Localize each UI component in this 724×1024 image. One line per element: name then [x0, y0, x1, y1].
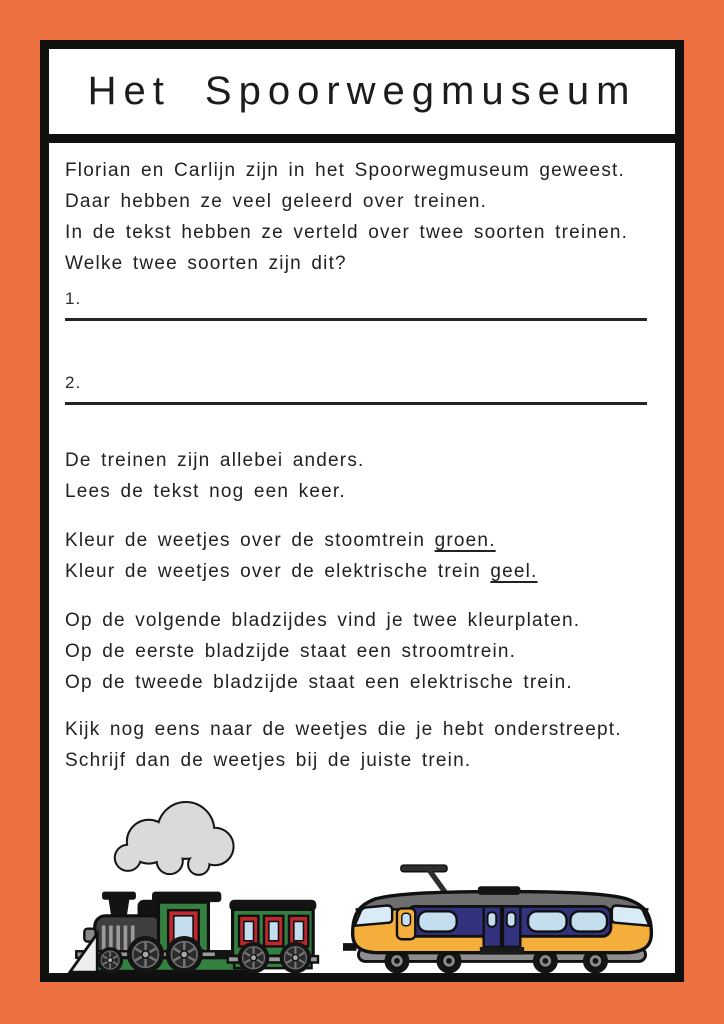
- steam-train-illustration: [65, 798, 347, 973]
- intro-paragraph: [65, 155, 659, 279]
- pages-info-paragraph: [65, 605, 659, 698]
- answer-blank-1: [65, 289, 659, 321]
- title-box: [49, 49, 675, 143]
- worksheet-page: [40, 40, 684, 982]
- smoke-cloud-icon: [116, 803, 233, 874]
- door-step: [480, 947, 524, 955]
- wagon-windows: [239, 916, 308, 947]
- front-cab-door: [397, 908, 415, 939]
- color-instruction-1: [65, 525, 659, 556]
- color-instruction-1-text: Kleur de weetjes over de stoomtrein: [65, 530, 426, 551]
- color-instruction-2: [65, 556, 659, 587]
- final-line-1: Kijk nog eens naar de weetjes die je hebt onderstreept.: [65, 719, 622, 740]
- train-illustrations: [49, 793, 675, 973]
- electric-train-illustration: [343, 864, 661, 973]
- pages-info-line-1: Op de volgende bladzijdes vind je twee kleurplaten.: [65, 610, 581, 631]
- intro-line-4: Welke twee soorten zijn dit?: [65, 253, 347, 274]
- color-instruction-2-highlight: geel.: [490, 561, 538, 582]
- color-instruction-2-text: Kleur de weetjes over de elektrische trein: [65, 561, 481, 582]
- answer-2-number: 2.: [65, 373, 82, 392]
- reread-paragraph: [65, 445, 659, 507]
- final-line-2: Schrijf dan de weetjes bij de juiste trein.: [65, 750, 472, 771]
- intro-line-3: In de tekst hebben ze verteld over twee soorten treinen.: [65, 222, 629, 243]
- center-doors: [480, 906, 524, 954]
- page-title: Het Spoorwegmuseum: [87, 69, 637, 113]
- answer-1-write-line[interactable]: [65, 318, 647, 321]
- roof-vent: [478, 886, 520, 895]
- pages-info-line-2: Op de eerste bladzijde staat een stroomtrein.: [65, 641, 517, 662]
- intro-line-1: Florian en Carlijn zijn in het Spoorwegmuseum geweest.: [65, 160, 625, 181]
- reread-line-1: De treinen zijn allebei anders.: [65, 450, 365, 471]
- color-instructions-paragraph: [65, 525, 659, 587]
- reread-line-2: Lees de tekst nog een keer.: [65, 481, 346, 502]
- final-paragraph: [65, 714, 659, 776]
- answer-1-number: 1.: [65, 289, 82, 308]
- color-instruction-1-highlight: groen.: [434, 530, 496, 551]
- pages-info-line-3: Op de tweede bladzijde staat een elektrische trein.: [65, 672, 573, 693]
- worksheet-content: [49, 143, 675, 973]
- intro-line-2: Daar hebben ze veel geleerd over treinen.: [65, 191, 488, 212]
- answer-2-write-line[interactable]: [65, 402, 647, 405]
- answer-blank-2: [65, 373, 659, 405]
